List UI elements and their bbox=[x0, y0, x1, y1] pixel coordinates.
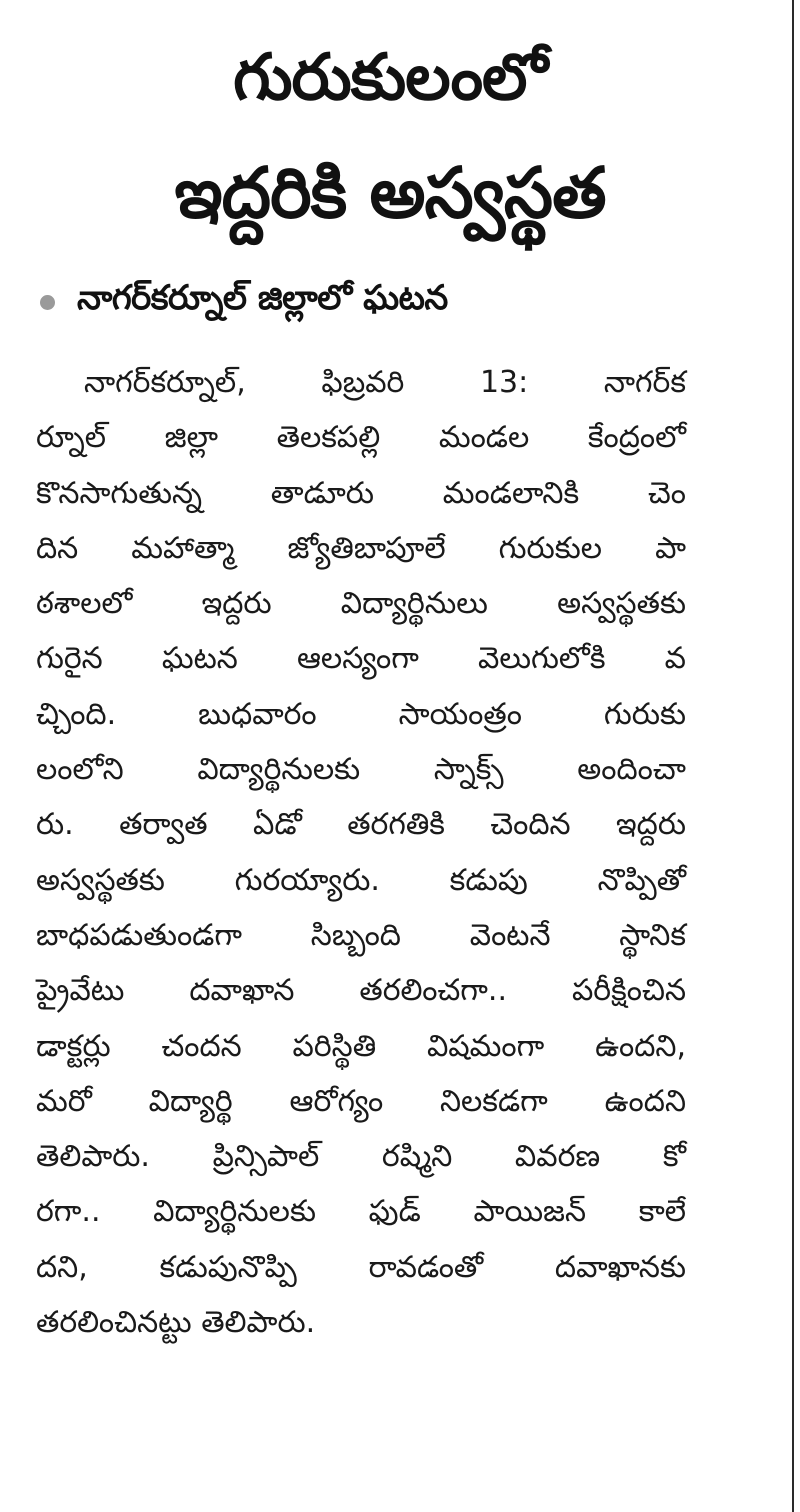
bullet-icon bbox=[40, 295, 55, 310]
body-line: గురైన ఘటన ఆలస్యంగా వెలుగులోకి వ bbox=[36, 641, 686, 677]
body-line: తరలించినట్టు తెలిపారు. bbox=[36, 1305, 316, 1341]
body-line: తెలిపారు. ప్రిన్సిపాల్ రష్మిని వివరణ కో bbox=[36, 1139, 686, 1175]
body-line: ర్నూల్ జిల్లా తెలకపల్లి మండల కేంద్రంలో bbox=[36, 420, 686, 456]
subheadline bbox=[40, 272, 448, 332]
body-line: కొనసాగుతున్న తాడూరు మండలానికి చెం bbox=[36, 475, 686, 511]
body-line: చ్చింది. బుధవారం సాయంత్రం గురుకు bbox=[36, 696, 686, 732]
body-line: దిన మహాత్మా జ్యోతిబాపూలే గురుకుల పా bbox=[36, 530, 686, 566]
body-line: బాధపడుతుండగా సిబ్బంది వెంటనే స్థానిక bbox=[36, 917, 686, 953]
body-line: మరో విద్యార్థి ఆరోగ్యం నిలకడగా ఉందని bbox=[36, 1083, 686, 1119]
body-line: ప్రైవేటు దవాఖాన తరలించగా.. పరీక్షించిన bbox=[36, 973, 686, 1009]
column-divider bbox=[792, 0, 794, 1512]
body-line: రు. తర్వాత ఏడో తరగతికి చెందిన ఇద్దరు bbox=[36, 807, 686, 843]
headline-line-1: గురుకులంలో bbox=[233, 41, 547, 115]
body-line: డాక్టర్లు చందన పరిస్థితి విషమంగా ఉందని, bbox=[36, 1028, 686, 1064]
body-line: లంలోని విద్యార్థినులకు స్నాక్స్ అందించా bbox=[36, 752, 686, 788]
subheadline-text: నాగర్‌కర్నూల్ జిల్లాలో ఘటన bbox=[77, 278, 448, 318]
body-line: రగా.. విద్యార్థినులకు ఫుడ్ పాయిజన్ కాలే bbox=[36, 1194, 686, 1230]
headline-line-2: ఇద్దరికి అస్వస్థత bbox=[174, 152, 606, 234]
body-line: దని, కడుపునొప్పి రావడంతో దవాఖానకు bbox=[36, 1249, 686, 1285]
article-body bbox=[36, 355, 686, 1350]
body-line: ఠశాలలో ఇద్దరు విద్యార్థినులు అస్వస్థతకు bbox=[36, 586, 686, 622]
body-line: నాగర్‌కర్నూల్, ఫిబ్రవరి 13: నాగర్‌క bbox=[84, 365, 686, 400]
body-line: అస్వస్థతకు గురయ్యారు. కడుపు నొప్పితో bbox=[36, 862, 686, 898]
